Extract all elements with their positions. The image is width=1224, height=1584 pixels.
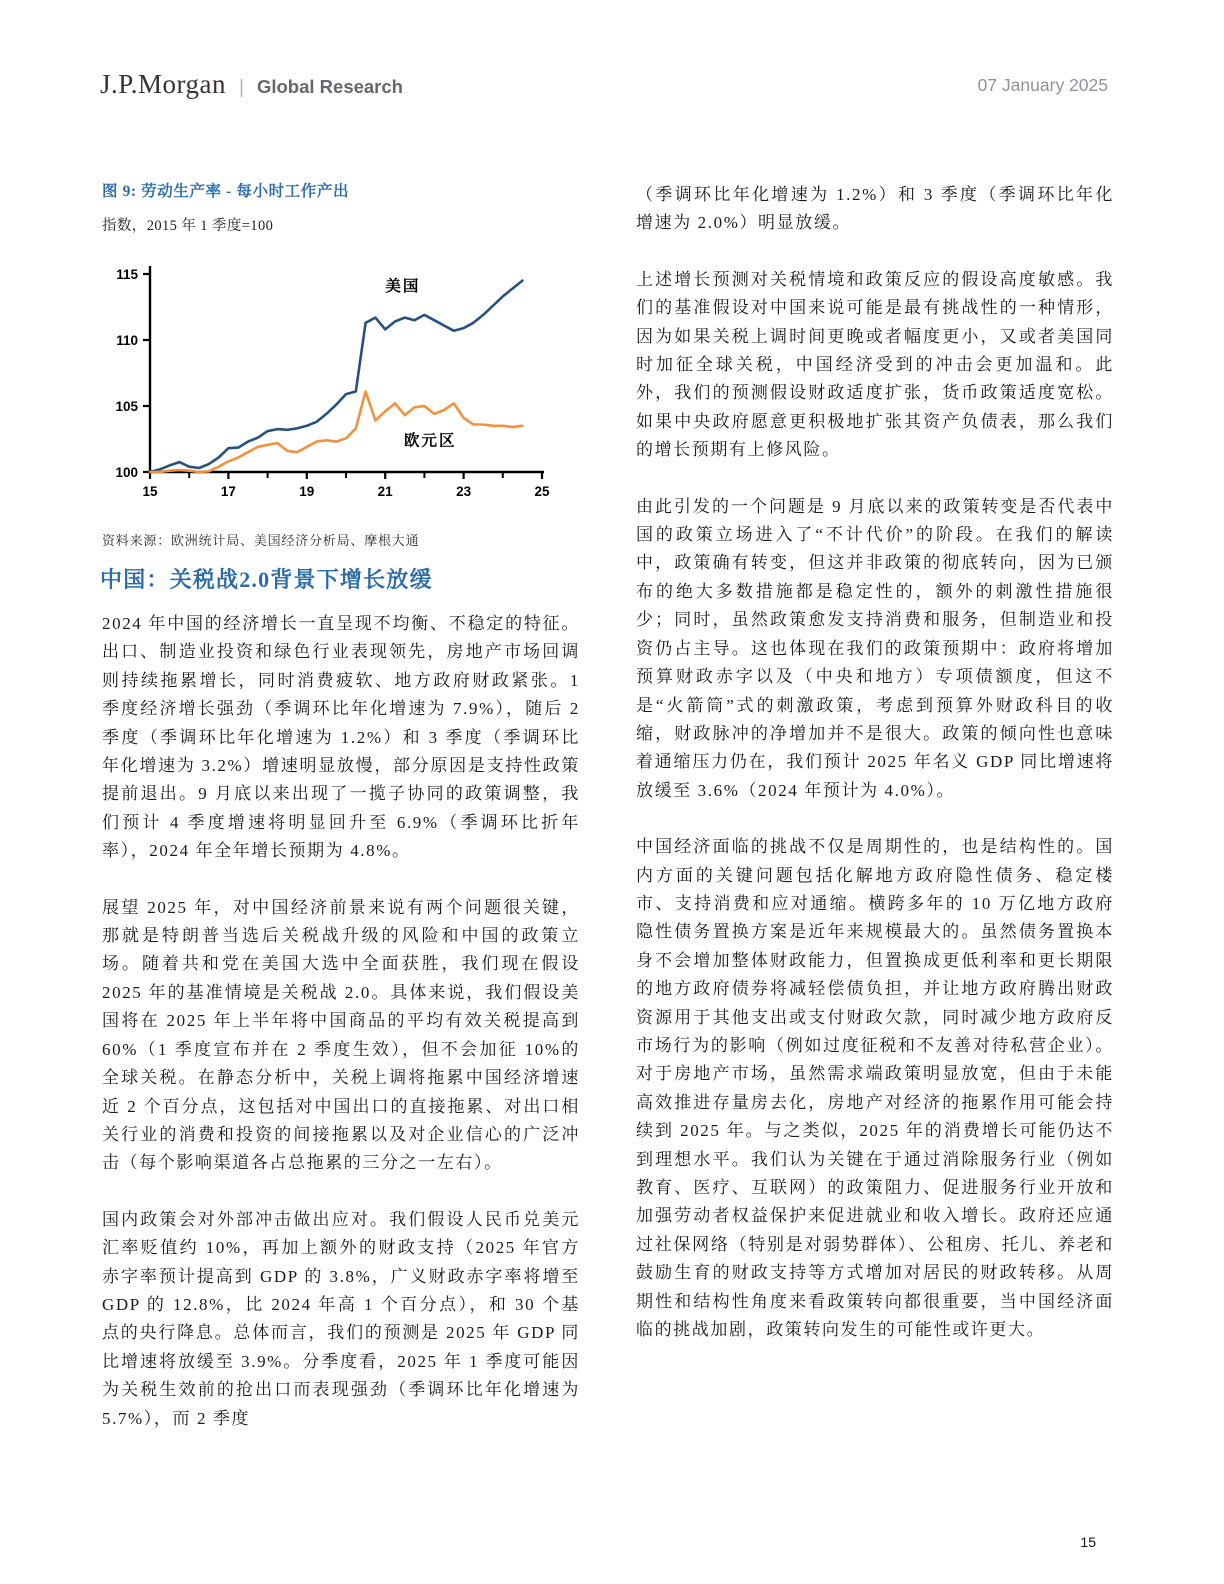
report-date: 07 January 2025 <box>977 75 1108 95</box>
paragraph: 上述增长预测对关税情境和政策反应的假设高度敏感。我们的基准假设对中国来说可能是最有挑战性的一种情形，因为如果关税上调时间更晚或者幅度更小，又或者美国同时加征全球关税，中国经济受到的冲击会更加温和。此外，我们的预测假设财政适度扩张，货币政策适度宽松。如果中央政府愿意更积极地扩张其资产负债表，那么我们的增长预期有上修风险。 <box>636 269 1114 460</box>
paragraph: 由此引发的一个问题是 9 月底以来的政策转变是否代表中国的政策立场进入了“不计代价”的阶段。在我们的解读中，政策确有转变，但这并非政策的彻底转向，因为已颁布的绝大多数措施都是稳定性的，额外的刺激性措施很少；同时，虽然政策愈发支持消费和服务，但制造业和投资仍占主导。这也体现在我们的政策预期中：政府将增加预算财政赤字以及（中央和地方）专项债额度，但这不是“火箭筒”式的刺激政策，考虑到预算外财政科目的收缩，财政脉冲的净增加并不是很大。政策的倾向性也意味着通缩压力仍在，我们预计 2025 年名义 GDP 同比增速将放缓至 3.6%（2024 年预计为 4.0%）。 <box>636 496 1114 800</box>
report-header <box>100 69 403 100</box>
paragraph: （季调环比年化增速为 1.2%）和 3 季度（季调环比年化增速为 2.0%）明显放缓。 <box>636 185 1114 233</box>
paragraph: 2024 年中国的经济增长一直呈现不均衡、不稳定的特征。出口、制造业投资和绿色行业表现领先，房地产市场回调则持续拖累增长，同时消费疲软、地方政府财政紧张。1 季度经济增长强劲（季调环比年化增速为 7.9%），随后 2 季度（季调环比年化增速为 1.2%）和 3 季度（季调环比年化增速为 3.2%）增速明显放慢，部分原因是支持性政策提前退出。9 月底以来出现了一揽子协同的政策调整，我们预计 4 季度增速将明显回升至 6.9%（季调环比折年率），2024 年全年增长预期为 4.8%。 <box>102 614 580 861</box>
chart-canvas <box>94 250 574 506</box>
svg-text:25: 25 <box>534 484 550 499</box>
svg-text:欧元区: 欧元区 <box>404 432 457 450</box>
paragraph: 展望 2025 年，对中国经济前景来说有两个问题很关键，那就是特朗普当选后关税战升级的风险和中国的政策立场。随着共和党在美国大选中全面获胜，我们现在假设 2025 年的基准情境是关税战 2.0。具体来说，我们假设美国将在 2025 年上半年将中国商品的平均有效关税提高到 60%（1 季度宣布并在 2 季度生效），但不会加征 10%的全球关税。在静态分析中，关税上调将拖累中国经济增速近 2 个百分点，这包括对中国出口的直接拖累、对出口相关行业的消费和投资的间接拖累以及对企业信心的广泛冲击（每个影响渠道各占总拖累的三分之一左右）。 <box>102 897 580 1173</box>
series-line-美国 <box>150 281 522 472</box>
page-number: 15 <box>1080 1534 1096 1550</box>
header-divider: | <box>239 77 244 98</box>
svg-text:115: 115 <box>116 267 138 282</box>
svg-text:21: 21 <box>377 484 393 499</box>
right-text-column <box>636 181 1114 1372</box>
svg-text:19: 19 <box>299 484 315 499</box>
section-heading-china: 中国：关税战2.0背景下增长放缓 <box>100 567 433 592</box>
figure-source: 资料来源：欧洲统计局、美国经济分析局、摩根大通 <box>102 533 420 548</box>
svg-text:美国: 美国 <box>385 278 421 296</box>
svg-text:110: 110 <box>116 333 138 348</box>
figure-subtitle: 指数，2015 年 1 季度=100 <box>102 218 274 234</box>
svg-text:105: 105 <box>115 399 138 414</box>
jpmorgan-logo: J.P.Morgan <box>100 69 227 99</box>
paragraph: 中国经济面临的挑战不仅是周期性的，也是结构性的。国内方面的关键问题包括化解地方政府隐性债务、稳定楼市、支持消费和应对通缩。横跨多年的 10 万亿地方政府隐性债务置换方案是近年来规模最大的。虽然债务置换本身不会增加整体财政能力，但置换成更低利率和更长期限的地方政府债券将减轻偿债负担，并让地方政府腾出财政资源用于其他支出或支付财政欠款，同时减少地方政府反市场行为的影响（例如过度征税和不友善对待私营企业）。对于房地产市场，虽然需求端政策明显放宽，但由于未能高效推进存量房去化，房地产对经济的拖累作用可能会持续到 2025 年。与之类似，2025 年的消费增长可能仍达不到理想水平。我们认为关键在于通过消除服务行业（例如教育、医疗、互联网）的政策阻力、促进服务行业开放和加强劳动者权益保护来促进就业和收入增长。政府还应通过社保网络（特别是对弱势群体）、公租房、托儿、养老和鼓励生育的财政支持等方式增加对居民的财政转移。从周期性和结构性角度来看政策转向都很重要，当中国经济面临的挑战加剧，政策转向发生的可能性或许更大。 <box>636 837 1114 1340</box>
paragraph: 国内政策会对外部冲击做出应对。我们假设人民币兑美元汇率贬值约 10%，再加上额外的财政支持（2025 年官方赤字率预计提高到 GDP 的 3.8%，广义财政赤字率将增至 GDP 的 12.8%，比 2024 年高 1 个百分点），和 30 个基点的央行降息。总体而言，我们的预测是 2025 年 GDP 同比增速将放缓至 3.9%。分季度看，2025 年 1 季度可能因为关税生效前的抢出口而表现强劲（季调环比年化增速为 5.7%），而 2 季度 <box>102 1209 580 1428</box>
figure-title: 图 9: 劳动生产率 - 每小时工作产出 <box>102 183 350 200</box>
svg-text:100: 100 <box>115 465 138 480</box>
svg-text:15: 15 <box>142 484 158 499</box>
svg-text:23: 23 <box>456 484 472 499</box>
left-text-column <box>102 610 580 1461</box>
productivity-line-chart <box>94 250 574 506</box>
header-division-label: Global Research <box>256 76 403 97</box>
svg-text:17: 17 <box>220 484 236 499</box>
